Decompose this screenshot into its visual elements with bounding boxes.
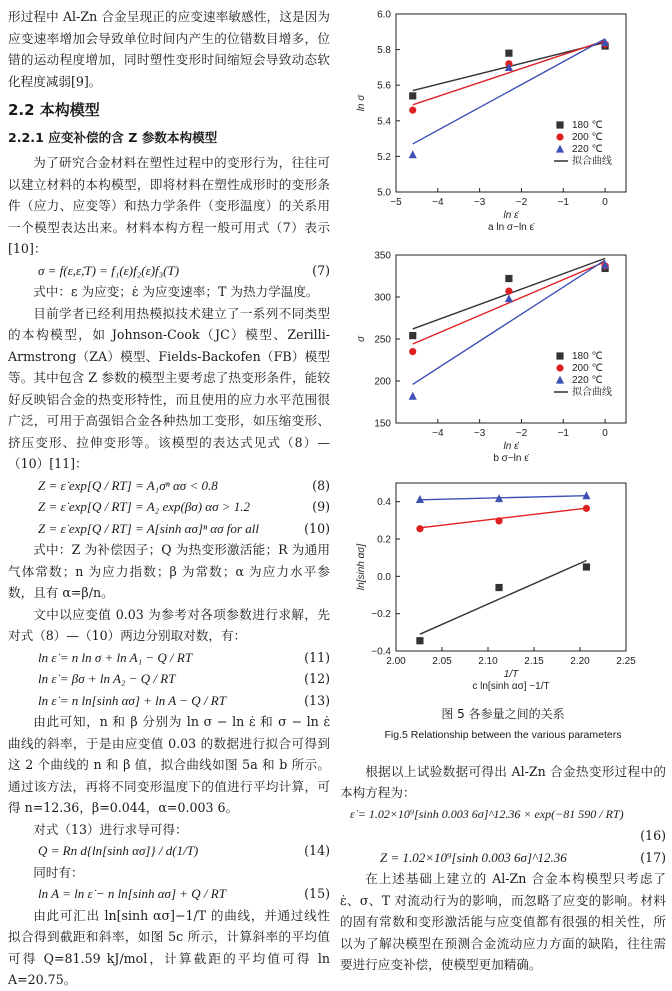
data-point xyxy=(409,348,416,355)
x-tick-label: −1 xyxy=(557,427,569,439)
figure-caption-cn: 图 5 各参量之间的关系 xyxy=(441,706,565,721)
x-axis-label: ln ε̇ xyxy=(503,210,519,221)
fit-line xyxy=(420,508,587,528)
legend-marker xyxy=(556,352,563,359)
y-tick-label: 300 xyxy=(374,292,391,303)
x-tick-label: −4 xyxy=(432,197,444,208)
y-tick-label: 150 xyxy=(374,418,391,429)
data-point xyxy=(409,107,416,114)
chart-title: b σ−ln ε̇ xyxy=(493,452,529,464)
y-tick-label: −0.2 xyxy=(371,609,391,621)
legend-fit-label: 拟合曲线 xyxy=(572,156,612,167)
equation-8: Z = ε̇ exp[Q / RT] = A₁σⁿ ασ < 0.8 (8) xyxy=(38,477,330,493)
data-point xyxy=(409,92,416,99)
subsection-heading: 2.2.1 应变补偿的含 Z 参数本构模型 xyxy=(8,129,218,145)
y-tick-label: 0.2 xyxy=(377,534,391,546)
y-tick-label: 5.8 xyxy=(377,45,391,57)
x-tick-label: 0 xyxy=(602,197,608,208)
data-point xyxy=(583,505,590,512)
paragraph-6: 由此可知，n 和 β 分别为 ln σ − ln ε̇ 和 σ − ln ε̇ 曲线的斜率，于是由应变值 0.03 的数据进行拟合可得到这 2 个曲线的 n 和 β 值，拟合曲线如图 5a 和 b 所示。通过该方法，再将不同变形温度下的值进行平均计算，可得 n=12.36，β=0.044，α=0.003 6。 xyxy=(8,714,330,815)
equation-15: ln A = ln ε̇ − n ln[sinh ασ] + Q / RT (15) xyxy=(38,886,330,901)
x-tick-label: −1 xyxy=(557,197,569,208)
left-column xyxy=(8,6,330,991)
y-tick-label: 5.2 xyxy=(377,151,391,163)
data-point xyxy=(416,525,423,532)
legend-label: 220 ℃ xyxy=(572,144,603,155)
x-tick-label: −3 xyxy=(473,197,486,208)
legend-marker xyxy=(556,375,564,383)
paragraph-3: 目前学者已经利用热模拟技术建立了一系列不同类型的本构模型，如 Johnson-Cook（JC）模型、Zerilli-Armstrong（ZA）模型、Fields-Backofen（FB）模型等。其中包含 Z 参数的模型主要考虑了热变形条件，能较好反映铝合金的热变形特性，而且使用的应力水平范围很广泛，可用于高强铝合金各种热加工变形，如压缩变形、挤压变形、拉伸变形等。该模型的表达式见式（8）—（10）[11]： xyxy=(8,305,330,471)
legend-label: 180 ℃ xyxy=(572,350,603,362)
x-tick-label: 2.00 xyxy=(386,656,406,667)
x-tick-label: 2.25 xyxy=(616,656,636,667)
equation-12: ln ε̇ = βσ + ln A₂ − Q / RT (12) xyxy=(38,671,330,686)
legend-label: 220 ℃ xyxy=(572,374,603,386)
equation-10: Z = ε̇ exp[Q / RT] = A[sinh ασ]ⁿ ασ for all (10) xyxy=(38,520,330,536)
equation-14: Q = Rn d{ln[sinh ασ]} / d(1/T) (14) xyxy=(38,843,330,858)
x-tick-label: 2.10 xyxy=(478,656,498,667)
y-tick-label: 5.6 xyxy=(377,80,391,92)
x-tick-label: 2.20 xyxy=(570,656,590,667)
y-axis-label: ln σ xyxy=(356,94,367,112)
chart-b xyxy=(340,245,666,465)
section-heading: 2.2 本构模型 xyxy=(8,101,100,119)
y-tick-label: 0.0 xyxy=(377,571,391,583)
data-point xyxy=(583,563,590,570)
y-tick-label: 0.4 xyxy=(377,497,391,509)
y-axis-label: σ xyxy=(356,335,367,342)
y-tick-label: 6.0 xyxy=(377,9,391,21)
right-paragraph-1: 根据以上试验数据可得出 Al-Zn 合金热变形过程中的本构方程为： xyxy=(340,763,666,800)
intro-paragraph: 形过程中 Al-Zn 合金呈现正的应变速率敏感性，这是因为应变速率增加会导致单位时间内产生的位错数目增多，位错的运动程度增加，同时塑性变形时间缩短会导致动态软化程度减弱[9]。 xyxy=(8,9,330,89)
equation-16-number: (16) xyxy=(640,828,666,843)
data-point xyxy=(416,637,423,644)
data-point xyxy=(505,294,513,302)
legend-fit-label: 拟合曲线 xyxy=(572,386,612,398)
x-tick-label: 2.15 xyxy=(524,656,544,667)
y-tick-label: 200 xyxy=(374,376,391,387)
data-point xyxy=(409,332,416,339)
x-axis-label: ln ε̇ xyxy=(503,440,519,452)
legend-label: 200 ℃ xyxy=(572,362,603,374)
figure-5 xyxy=(340,6,666,747)
paragraph-4: 式中：Z 为补偿因子；Q 为热变形激活能；R 为通用气体常数；n 为应力指数；β 为常数；α 为应力水平参数，且有 α=β/n。 xyxy=(8,542,330,600)
legend-marker xyxy=(556,121,563,128)
paragraph-8: 同时有： xyxy=(33,864,84,880)
y-tick-label: 250 xyxy=(374,334,391,345)
x-tick-label: −3 xyxy=(473,427,486,439)
x-tick-label: 0 xyxy=(602,427,608,439)
right-column xyxy=(340,6,666,976)
x-tick-label: −2 xyxy=(515,427,528,439)
legend-label: 200 ℃ xyxy=(572,132,603,143)
paragraph-7: 对式（13）进行求导可得： xyxy=(33,821,188,837)
paragraph-2: 式中：ε 为应变；ε̇ 为应变速率；T 为热力学温度。 xyxy=(33,284,319,299)
legend-marker xyxy=(556,364,563,371)
fit-line xyxy=(420,560,587,634)
y-tick-label: 5.4 xyxy=(377,116,391,128)
equation-17: Z = 1.02×10⁹[sinh 0.003 6σ]^12.36 (17) xyxy=(380,849,666,865)
data-point xyxy=(495,517,502,524)
equation-7: σ = f(ε,ε̇,T) = f₁(ε)f₂(ε̇)f₃(T) (7) xyxy=(38,262,330,278)
y-tick-label: 5.0 xyxy=(377,187,391,199)
fit-line xyxy=(420,496,587,500)
plot-frame xyxy=(396,483,626,651)
x-tick-label: −2 xyxy=(515,197,528,208)
equation-11: ln ε̇ = n ln σ + ln A₁ − Q / RT (11) xyxy=(38,649,330,665)
chart-c xyxy=(340,471,666,693)
chart-title: c ln[sinh ασ] −1/T xyxy=(472,681,550,692)
y-tick-label: 350 xyxy=(374,250,391,261)
legend-marker xyxy=(556,145,564,153)
chart-title: a ln σ−ln ε̇ xyxy=(488,222,534,233)
equation-13: ln ε̇ = n ln[sinh ασ] + ln A − Q / RT (13) xyxy=(38,692,330,708)
paragraph-9: 由此可汇出 ln[sinh ασ]−1/T 的曲线，并通过线性拟合得到截距和斜率，如图 5c 所示，计算斜率的平均值可得 Q=81.59 kJ/mol，计算截距的平均值可得 ln A=20.75。 xyxy=(8,907,330,987)
right-paragraph-2: 在上述基础上建立的 Al-Zn 合金本构模型只考虑了 ε̇、σ、T 对流动行为的影响，而忽略了应变的影响。材料的固有常数和变形激活能与应变值都有很强的相关性，所以为了解决模型在预测合金流动应力方面的缺陷，往往需要进行应变补偿，使模型更加精确。 xyxy=(340,871,666,972)
x-tick-label: −4 xyxy=(432,427,444,439)
data-point xyxy=(505,287,512,294)
data-point xyxy=(409,391,417,399)
data-point xyxy=(505,274,512,281)
data-point xyxy=(409,150,417,158)
y-axis-label: ln[sinh ασ] xyxy=(356,543,367,591)
x-tick-label: −5 xyxy=(390,197,402,208)
chart-a xyxy=(340,6,666,238)
legend-label: 180 ℃ xyxy=(572,120,603,131)
paragraph-5: 文中以应变值 0.03 为参考对各项参数进行求解，先对式（8）—（10）两边分别取对数，有： xyxy=(8,606,330,643)
y-tick-label: −0.4 xyxy=(371,646,391,658)
equation-16: ε̇ = 1.02×10⁹[sinh 0.003 6σ]^12.36 × exp(−81 590 / RT) xyxy=(350,806,624,821)
data-point xyxy=(416,495,424,503)
fit-line xyxy=(413,261,605,343)
figure-caption-en: Fig.5 Relationship between the various parameters xyxy=(384,729,622,741)
equation-9: Z = ε̇ exp[Q / RT] = A₂ exp(βσ) ασ > 1.2 (9) xyxy=(38,499,330,514)
legend-marker xyxy=(556,133,563,140)
data-point xyxy=(495,584,502,591)
x-axis-label: 1/T xyxy=(503,669,519,680)
x-tick-label: 2.05 xyxy=(432,656,452,667)
paragraph-1: 为了研究合金材料在塑性过程中的变形行为，往往可以建立材料的本构模型，即将材料在塑性成形时的变形条件（应力、应变等）和热力学条件（变形温度）的关系用一个模型表达出来。材料本构方程一般可用式（7）表示[10]： xyxy=(8,155,330,256)
data-point xyxy=(505,50,512,57)
